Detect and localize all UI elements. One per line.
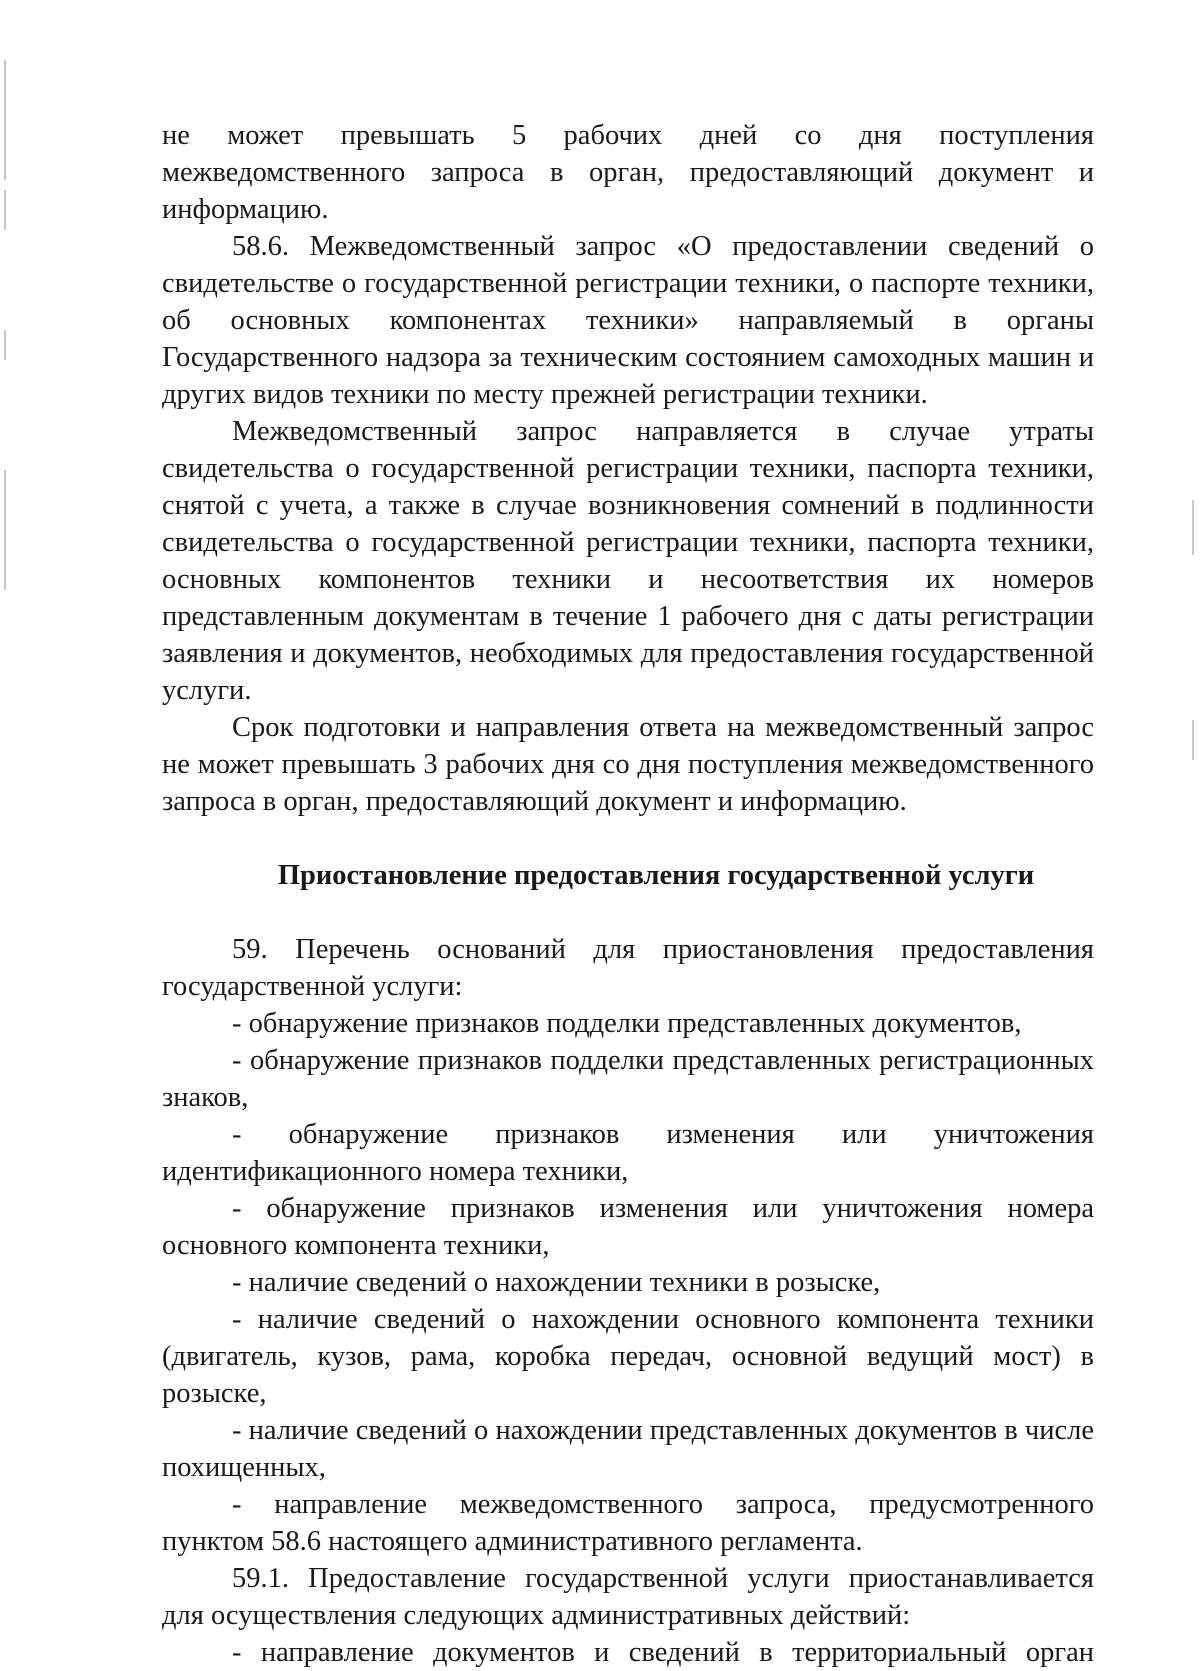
list-item: - обнаружение признаков изменения или уничтожения номера основного компонента техники, (162, 1193, 1094, 1261)
scan-edge-mark (4, 60, 6, 180)
paragraph-response-deadline: Срок подготовки и направления ответа на межведомственный запрос не может превышать 3 рабочих дня со дня поступления межведомственного запроса в орган, предоставляющий документ и информацию. (162, 712, 1094, 817)
list-item: - обнаружение признаков подделки представленных документов, (232, 1008, 1022, 1039)
scan-edge-mark (4, 470, 6, 590)
scan-edge-mark (1192, 720, 1194, 760)
spacer (162, 894, 1094, 931)
section-heading: Приостановление предоставления государственной услуги (277, 860, 1035, 891)
list-item: - направление документов и сведений в территориальный орган (232, 1637, 1094, 1668)
list-item: - обнаружение признаков подделки представленных регистрационных знаков, (162, 1045, 1094, 1113)
list-item: - наличие сведений о нахождении представленных документов в числе похищенных, (162, 1415, 1094, 1483)
scan-edge-mark (1192, 500, 1194, 555)
paragraph-request-conditions: Межведомственный запрос направляется в случае утраты свидетельства о государственной регистрации техники, паспорта техники, снятой с учета, а также в случае возникновения сомнений в подлинности свидетельства о государственной регистрации техники, паспорта техники, основных компонентов техники и несоответствия их номеров представленным документам в течение 1 рабочего дня с даты регистрации заявления и документов, необходимых для предоставления государственной услуги. (162, 416, 1094, 706)
spacer (162, 820, 1094, 857)
list-item: - обнаружение признаков изменения или уничтожения идентификационного номера техники, (162, 1119, 1094, 1187)
paragraph-59: 59. Перечень оснований для приостановления предоставления государственной услуги: (162, 934, 1094, 1002)
document-text (162, 117, 1094, 1671)
scan-edge-mark (4, 330, 6, 360)
list-item: - наличие сведений о нахождении основного компонента техники (двигатель, кузов, рама, коробка передач, основной ведущий мост) в розыске, (162, 1304, 1094, 1409)
paragraph-58-6: 58.6. Межведомственный запрос «О предоставлении сведений о свидетельстве о государственной регистрации техники, о паспорте техники, об основных компонентах техники» направляемый в органы Государственного надзора за техническим состоянием самоходных машин и других видов техники по месту прежней регистрации техники. (162, 231, 1094, 410)
paragraph-continuation: не может превышать 5 рабочих дней со дня поступления межведомственного запроса в орган, предоставляющий документ и информацию. (162, 120, 1094, 225)
list-item: - наличие сведений о нахождении техники в розыске, (232, 1267, 881, 1298)
list-item: - направление межведомственного запроса, предусмотренного пунктом 58.6 настоящего административного регламента. (162, 1489, 1094, 1557)
paragraph-59-1: 59.1. Предоставление государственной услуги приостанавливается для осуществления следующих административных действий: (162, 1563, 1094, 1631)
scan-edge-mark (4, 190, 6, 230)
